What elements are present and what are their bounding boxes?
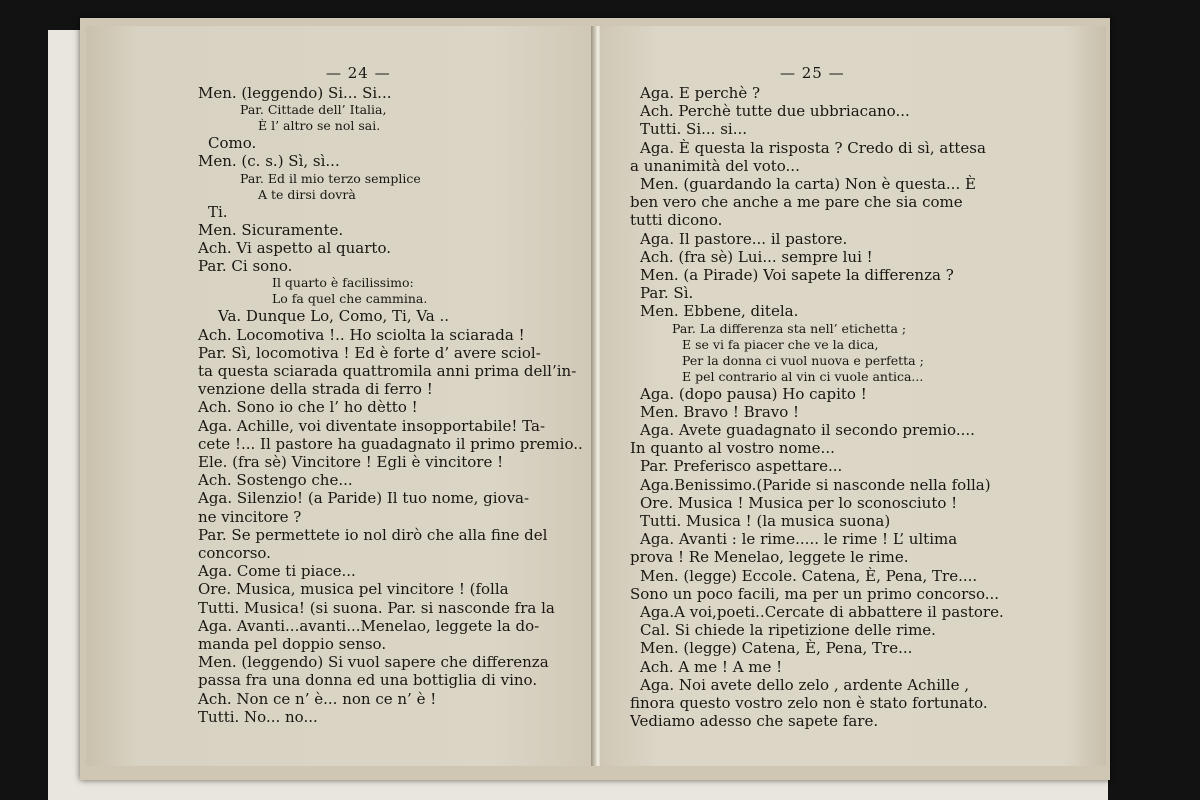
text-line: Par. Sì. <box>640 284 694 303</box>
text-line: Aga. Noi avete dello zelo , ardente Achille , <box>640 675 970 694</box>
text-line: Aga. È questa la risposta ? Credo di sì, attesa <box>640 138 986 157</box>
text-line: Ti. <box>208 202 228 221</box>
text-line: Ach. (fra sè) Lui... sempre lui ! <box>640 247 873 266</box>
text-line: Men. Ebbene, ditela. <box>640 302 799 321</box>
text-line: Ach. Perchè tutte due ubbriacano... <box>640 102 910 121</box>
text-line: Cal. Si chiede la ripetizione delle rime. <box>640 621 936 640</box>
text-line: Men. (a Pirade) Voi sapete la differenza ? <box>640 266 954 285</box>
text-line: Ach. Locomotiva !.. Ho sciolta la sciarada ! <box>198 325 525 344</box>
text-line: Men. (legge) Catena, È, Pena, Tre... <box>640 639 913 658</box>
text-line: prova ! Re Menelao, leggete le rime. <box>630 548 909 567</box>
text-line: finora questo vostro zelo non è stato fortunato. <box>630 694 988 713</box>
text-line: ben vero che anche a me pare che sia come <box>630 193 963 212</box>
text-line: In quanto al vostro nome... <box>630 439 835 458</box>
text-line: Ach. Vi aspetto al quarto. <box>198 239 391 258</box>
text-line: Sono un poco facili, ma per un primo concorso... <box>630 584 1000 603</box>
text-line: Aga. Come ti piace... <box>198 562 356 581</box>
text-line: E pel contrario al vin ci vuole antica... <box>682 368 924 384</box>
text-line: Par. Se permettete io nol dirò che alla fine del <box>198 525 548 544</box>
text-line: Men. (guardando la carta) Non è questa... È <box>640 175 976 194</box>
text-line: Aga. Il pastore... il pastore. <box>640 229 848 248</box>
text-line: È l’ altro se nol sai. <box>258 118 381 134</box>
text-line: Tutti. Si... si... <box>640 120 747 139</box>
text-line: Par. La differenza sta nell’ etichetta ; <box>672 320 907 336</box>
text-line: Aga. (dopo pausa) Ho capito ! <box>640 384 867 403</box>
text-line: Ach. A me ! A me ! <box>640 657 783 676</box>
text-line: Par. Cittade dell’ Italia, <box>240 102 387 118</box>
text-line: Par. Ed il mio terzo semplice <box>240 170 421 186</box>
text-line: Aga. Avanti...avanti...Menelao, leggete la do- <box>198 616 540 635</box>
text-line: manda pel doppio senso. <box>198 635 387 654</box>
text-line: ta questa sciarada quattromila anni prima dell’in- <box>198 362 577 381</box>
open-book <box>80 18 1110 780</box>
text-line: Aga. Avete guadagnato il secondo premio.... <box>640 421 975 440</box>
text-line: Aga. Silenzio! (a Paride) Il tuo nome, giova- <box>198 489 530 508</box>
text-line: Como. <box>208 134 257 153</box>
text-line: venzione della strada di ferro ! <box>198 380 433 399</box>
text-line: Men. (legge) Eccole. Catena, È, Pena, Tre.... <box>640 566 978 585</box>
text-line: Per la donna ci vuol nuova e perfetta ; <box>682 352 924 368</box>
page-number: — 25 — <box>780 64 845 82</box>
text-line: a unanimità del voto... <box>630 156 800 175</box>
text-line: concorso. <box>198 544 271 563</box>
text-line: A te dirsi dovrà <box>258 186 356 202</box>
text-line: Aga. Avanti : le rime..... le rime ! L’ ultima <box>640 530 958 549</box>
text-line: Ach. Non ce n’ è... non ce n’ è ! <box>198 689 437 708</box>
text-line: passa fra una donna ed una bottiglia di vino. <box>198 671 538 690</box>
text-line: Par. Ci sono. <box>198 257 293 276</box>
text-line: ne vincitore ? <box>198 507 302 526</box>
text-line: Ore. Musica, musica pel vincitore ! (folla <box>198 580 509 599</box>
text-line: Men. Sicuramente. <box>198 220 344 239</box>
text-line: Aga.Benissimo.(Paride si nasconde nella folla) <box>640 475 991 494</box>
text-line: Vediamo adesso che sapete fare. <box>630 712 879 731</box>
text-line: Va. Dunque Lo, Como, Ti, Va .. <box>218 307 450 326</box>
text-line: Men. Bravo ! Bravo ! <box>640 402 800 421</box>
text-line: Tutti. Musica ! (la musica suona) <box>640 512 891 531</box>
text-line: Par. Sì, locomotiva ! Ed è forte d’ avere sciol- <box>198 343 541 362</box>
text-line: Aga. Achille, voi diventate insopportabile! Ta- <box>198 416 546 435</box>
text-line: Aga.A voi,poeti..Cercate di abbattere il pastore. <box>640 603 1004 622</box>
text-line: Tutti. No... no... <box>198 707 318 726</box>
text-column <box>198 84 583 726</box>
text-column <box>630 84 1015 731</box>
text-line: Men. (leggendo) Si... Si... <box>198 84 392 102</box>
text-line: Ele. (fra sè) Vincitore ! Egli è vincitore ! <box>198 453 504 472</box>
text-line: tutti dicono. <box>630 211 723 230</box>
text-line: Aga. E perchè ? <box>640 84 761 102</box>
text-line: Men. (c. s.) Sì, sì... <box>198 152 340 171</box>
text-line: Men. (leggendo) Si vuol sapere che differenza <box>198 653 549 672</box>
text-line: cete !... Il pastore ha guadagnato il primo premio.. <box>198 434 583 453</box>
left-page <box>86 26 596 766</box>
text-line: Il quarto è facilissimo: <box>272 275 414 291</box>
right-page <box>600 26 1106 766</box>
text-line: Par. Preferisco aspettare... <box>640 457 843 476</box>
text-line: Ach. Sostengo che... <box>198 471 353 490</box>
text-line: E se vi fa piacer che ve la dica, <box>682 336 879 352</box>
text-line: Tutti. Musica! (si suona. Par. si nasconde fra la <box>198 598 555 617</box>
page-number: — 24 — <box>326 64 391 82</box>
text-line: Lo fa quel che cammina. <box>272 291 428 307</box>
text-line: Ach. Sono io che l’ ho dètto ! <box>198 398 418 417</box>
text-line: Ore. Musica ! Musica per lo sconosciuto ! <box>640 493 958 512</box>
